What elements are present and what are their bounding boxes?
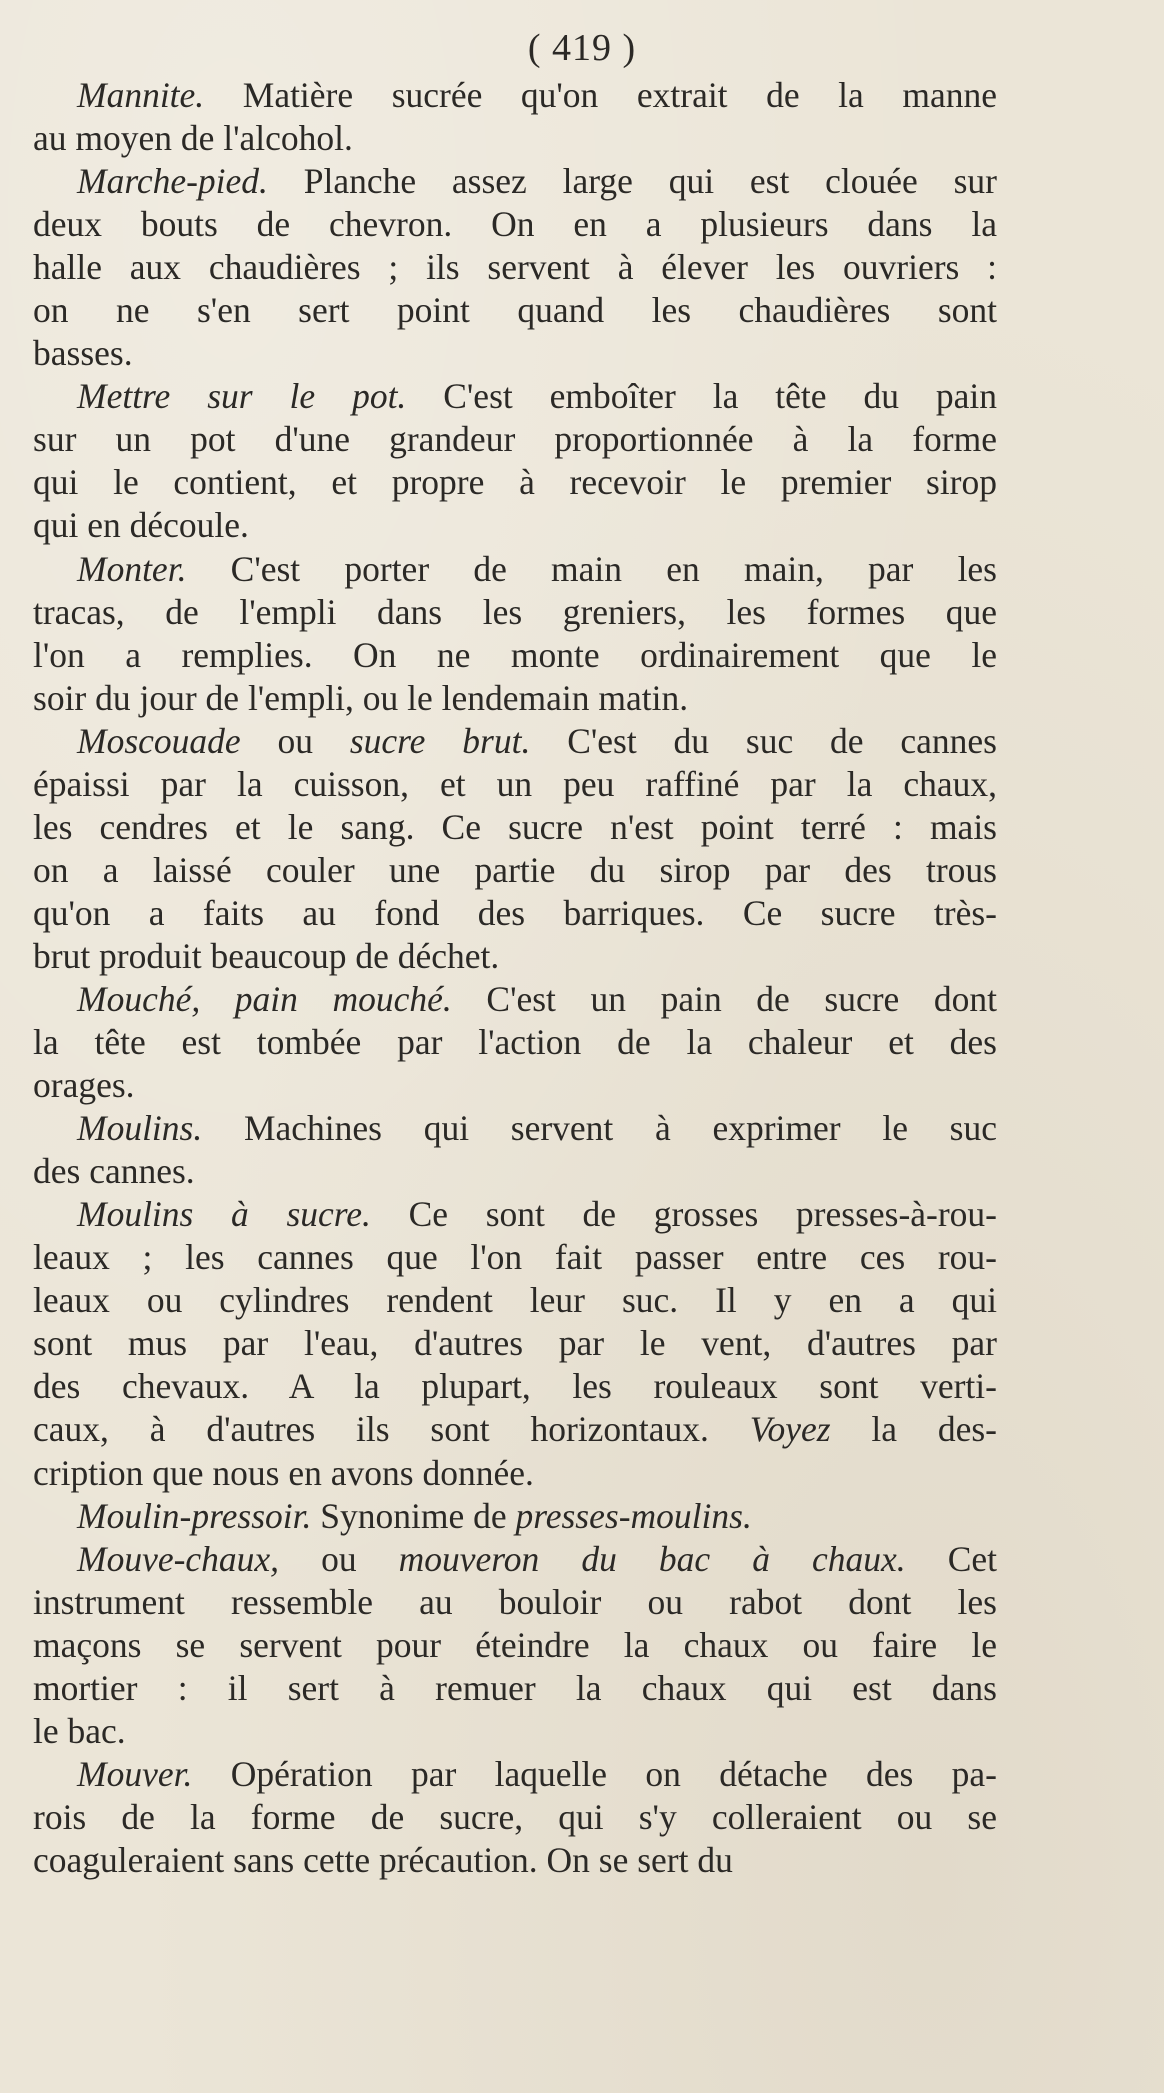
text-line [33, 763, 997, 806]
text-line [33, 1408, 997, 1451]
entry-text: qui en découle. [33, 505, 249, 546]
text-line [33, 461, 997, 504]
entry-text: orages. [33, 1065, 135, 1106]
glossary-entry [33, 1753, 997, 1882]
text-line [33, 1710, 997, 1753]
text-line [33, 375, 997, 418]
glossary-entry [33, 978, 997, 1107]
page-number: ( 419 ) [527, 27, 637, 69]
text-line [33, 548, 997, 591]
entry-text: sont mus par l'eau, d'autres par le vent, d'autres par [33, 1323, 997, 1364]
entry-text: Opération par laquelle on détache des pa- [192, 1753, 997, 1794]
text-line [33, 677, 997, 720]
text-line [33, 1150, 997, 1193]
text-line [33, 849, 997, 892]
entry-text: qu'on a faits au fond des barriques. Ce sucre très- [33, 892, 997, 933]
text-line [33, 1021, 997, 1064]
glossary-entry [33, 375, 997, 547]
text-line [33, 1064, 997, 1107]
entry-text: sur un pot d'une grandeur proportionnée à la forme [33, 419, 997, 460]
text-line [33, 1452, 997, 1495]
entry-term: Voyez [749, 1409, 831, 1450]
glossary-text [33, 74, 997, 1882]
glossary-entry [33, 720, 997, 978]
text-line [33, 1279, 997, 1322]
text-line [33, 935, 997, 978]
entry-term: Moulins. [77, 1108, 203, 1149]
glossary-entry [33, 1193, 997, 1494]
entry-term: Mouché, pain mouché. [77, 978, 452, 1019]
text-line [33, 1365, 997, 1408]
entry-text: Cet [905, 1538, 997, 1579]
entry-text: maçons se servent pour éteindre la chaux ou faire le [33, 1624, 997, 1665]
entry-term: sucre brut. [349, 720, 531, 761]
text-line [33, 720, 997, 763]
entry-text: Synonime de [311, 1495, 516, 1536]
entry-text: leaux ; les cannes que l'on fait passer entre ces rou- [33, 1237, 997, 1278]
text-line [33, 892, 997, 935]
entry-text: des cannes. [33, 1151, 195, 1192]
entry-text: mortier : il sert à remuer la chaux qui est dans [33, 1667, 997, 1708]
entry-term: Marche-pied. [77, 161, 268, 202]
entry-text: basses. [33, 333, 133, 374]
entry-text: instrument ressemble au bouloir ou rabot dont les [33, 1581, 997, 1622]
entry-term: mouveron du bac à chaux. [398, 1538, 906, 1579]
text-line [33, 1193, 997, 1236]
text-line [33, 246, 997, 289]
entry-text: on ne s'en sert point quand les chaudières sont [33, 290, 997, 331]
entry-text: la tête est tombée par l'action de la chaleur et des [33, 1022, 997, 1063]
glossary-entry [33, 160, 997, 375]
entry-text: deux bouts de chevron. On en a plusieurs dans la [33, 204, 997, 245]
entry-text: ou [279, 1538, 399, 1579]
entry-text: la des- [830, 1409, 997, 1450]
entry-term: Monter. [77, 548, 187, 589]
entry-term: presses-moulins. [515, 1495, 752, 1536]
text-line [33, 1581, 997, 1624]
glossary-entry [33, 1538, 997, 1753]
text-line [33, 160, 997, 203]
entry-text: C'est un pain de sucre dont [451, 978, 997, 1019]
text-line [33, 1753, 997, 1796]
entry-text: halle aux chaudières ; ils servent à élever les ouvriers : [33, 247, 997, 288]
text-line [33, 289, 997, 332]
text-line [33, 504, 997, 547]
glossary-entry [33, 74, 997, 160]
entry-term: Mettre sur le pot. [77, 376, 407, 417]
entry-text: au moyen de l'alcohol. [33, 118, 353, 159]
glossary-entry [33, 1495, 997, 1538]
entry-text: C'est emboîter la tête du pain [406, 376, 997, 417]
entry-term: Moscouade [77, 720, 241, 761]
entry-text: soir du jour de l'empli, ou le lendemain matin. [33, 677, 689, 718]
entry-text: ou [240, 720, 350, 761]
text-line [33, 418, 997, 461]
text-line [33, 1667, 997, 1710]
entry-text: C'est du suc de cannes [530, 720, 997, 761]
entry-text: les cendres et le sang. Ce sucre n'est point terré : mais [33, 806, 997, 847]
entry-text: rois de la forme de sucre, qui s'y colleraient ou se [33, 1796, 997, 1837]
entry-text: caux, à d'autres ils sont horizontaux. [33, 1409, 750, 1450]
text-line [33, 634, 997, 677]
text-line [33, 978, 997, 1021]
entry-text: des chevaux. A la plupart, les rouleaux sont verti- [33, 1366, 997, 1407]
glossary-entry [33, 548, 997, 720]
entry-text: C'est porter de main en main, par les [186, 548, 997, 589]
entry-text: Machines qui servent à exprimer le suc [202, 1108, 997, 1149]
entry-text: Matière sucrée qu'on extrait de la manne [204, 75, 997, 115]
entry-text: on a laissé couler une partie du sirop par des trous [33, 849, 997, 890]
text-line [33, 332, 997, 375]
entry-text: Planche assez large qui est clouée sur [267, 161, 997, 202]
text-line [33, 117, 997, 160]
text-line [33, 74, 997, 117]
entry-term: Mannite. [77, 75, 205, 115]
text-line [33, 591, 997, 634]
text-line [33, 1322, 997, 1365]
entry-term: Moulin-pressoir. [77, 1495, 312, 1536]
entry-text: tracas, de l'empli dans les greniers, les formes que [33, 591, 997, 632]
text-line [33, 806, 997, 849]
entry-text: épaissi par la cuisson, et un peu raffiné par la chaux, [33, 763, 997, 804]
entry-term: Moulins à sucre. [77, 1194, 371, 1235]
text-line [33, 1538, 997, 1581]
text-line [33, 1495, 997, 1538]
text-line [33, 1107, 997, 1150]
entry-text: brut produit beaucoup de déchet. [33, 935, 500, 976]
text-line [33, 1624, 997, 1667]
entry-text: le bac. [33, 1710, 126, 1751]
entry-text: coaguleraient sans cette précaution. On se sert du [33, 1839, 733, 1880]
text-line [33, 1796, 997, 1839]
text-line [33, 203, 997, 246]
entry-term: Mouve-chaux, [77, 1538, 280, 1579]
glossary-entry [33, 1107, 997, 1193]
entry-term: Mouver. [77, 1753, 193, 1794]
entry-text: leaux ou cylindres rendent leur suc. Il y en a qui [33, 1280, 997, 1321]
text-line [33, 1839, 997, 1882]
text-line [33, 1236, 997, 1279]
entry-text: Ce sont de grosses presses-à-rou- [370, 1194, 997, 1235]
entry-text: cription que nous en avons donnée. [33, 1452, 534, 1493]
entry-text: qui le contient, et propre à recevoir le premier sirop [33, 462, 997, 503]
entry-text: l'on a remplies. On ne monte ordinairement que le [33, 634, 997, 675]
